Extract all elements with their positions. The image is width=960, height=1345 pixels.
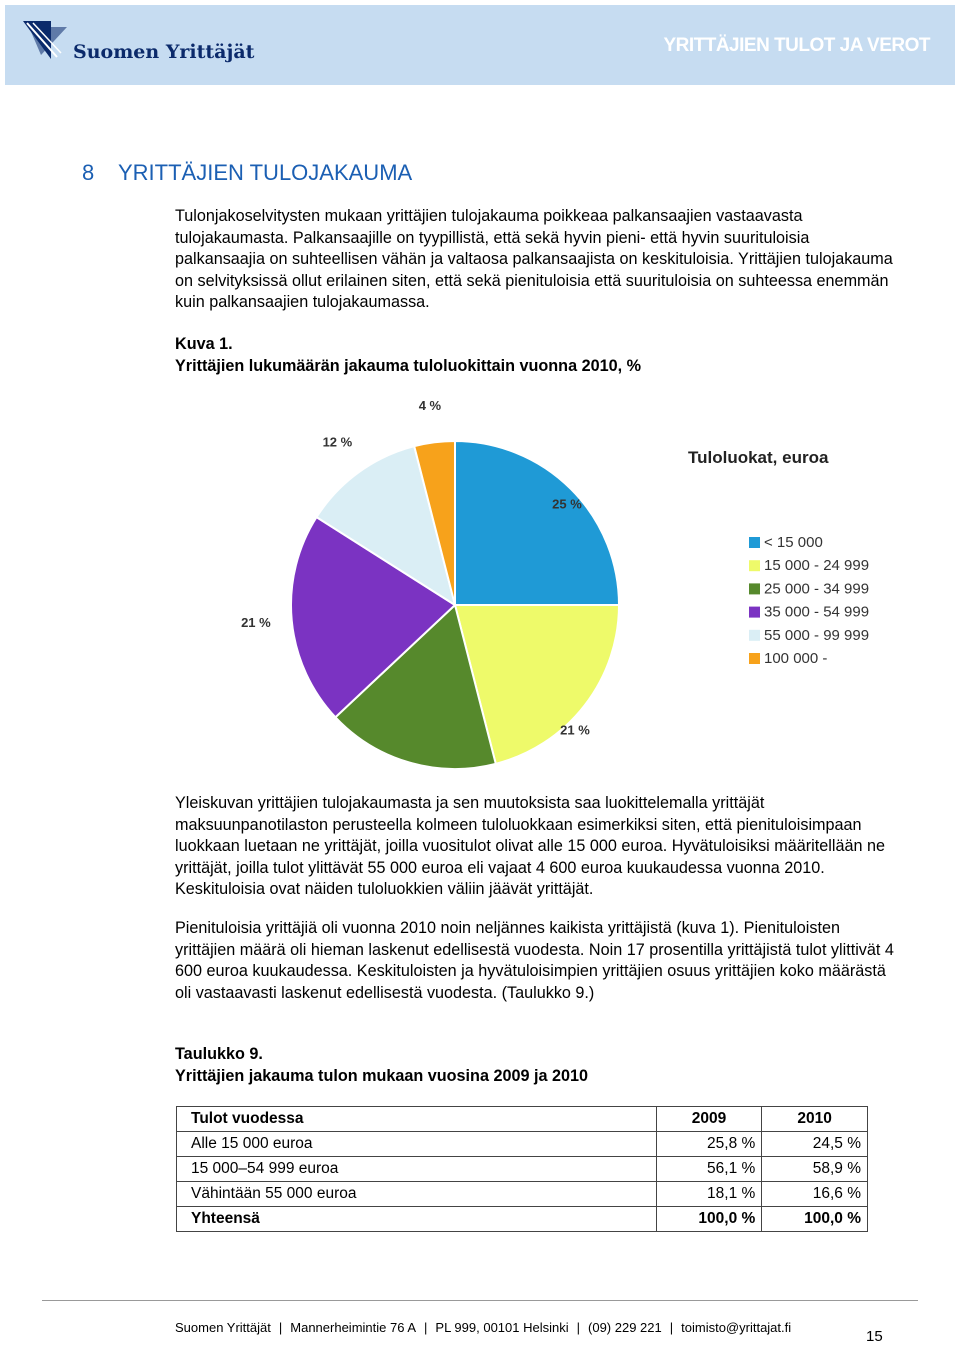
pie-data-label: 25 % [552,496,582,512]
intro-paragraph: Tulonjakoselvitysten mukaan yrittäjien tulojakauma poikkeaa palkansaajien vastaavasta tulojakaumasta. Palkansaajille on tyypillistä, että sekä hyvin pieni- että hyvin suurituloisia palkansaajia on suhteellisen vähän ja valtaosa palkansaajista on keskituloisia. Yrittäjien tulojakauma on selvityksissä ollut erilainen siten, että sekä pienituloisia että suurituloisia on suhteessa enemmän kuin palkansaajien tulojakaumassa. [175,207,893,311]
body-paragraph-2: Yleiskuvan yrittäjien tulojakaumasta ja sen muutoksista saa luokittelemalla yrittäjät maksuunpanotilaston perusteella kolmeen tuloluokkaan esimerkiksi siten, että pienituloisimpaan luokkaan luetaan ne yrittäjät, joilla vuositulot olivat alle 15 000 euroa. Hyvätuloisiksi määritellään ne yrittäjät, joilla tulot ylittävät 55 000 euroa eli vajaat 4 600 euroa kuukaudessa vuonna 2010. Keskituloisia ovat näiden tuloluokkien väliin jäävät yrittäjät. [175,794,885,898]
income-pie-chart [170,400,910,780]
figure-caption-label: Kuva 1. [175,335,233,353]
table-cell: Vähintään 55 000 euroa [177,1182,657,1207]
section-title: YRITTÄJIEN TULOJAKAUMA [118,160,413,185]
legend-label: 100 000 - [764,650,828,667]
page-footer [175,1320,791,1335]
logo-text: Suomen Yrittäjät [73,41,255,63]
table-caption-title: Yrittäjien jakauma tulon mukaan vuosina 2009 ja 2010 [175,1066,588,1085]
chart-legend [749,534,869,667]
table-cell: 100,0 % [762,1207,868,1232]
table-cell: 18,1 % [656,1182,762,1207]
table-cell: 24,5 % [762,1132,868,1157]
footer-separator: | [424,1320,428,1335]
header-title: YRITTÄJIEN TULOT JA VEROT [663,35,930,56]
footer-separator: | [669,1320,674,1335]
table-cell: Alle 15 000 euroa [177,1132,657,1157]
figure-caption-title: Yrittäjien lukumäärän jakauma tuloluokittain vuonna 2010, % [175,356,641,375]
table-cell: 100,0 % [656,1207,762,1232]
page-header [5,5,955,85]
table-cell: 25,8 % [656,1132,762,1157]
table-cell: 15 000–54 999 euroa [177,1157,657,1182]
footer-address: Mannerheimintie 76 A [290,1320,417,1335]
legend-swatch [749,537,760,548]
legend-label: 15 000 - 24 999 [764,557,870,575]
legend-swatch [749,560,760,571]
pie-slice [455,441,619,605]
footer-org: Suomen Yrittäjät [175,1320,271,1335]
footer-phone: (09) 229 221 [588,1320,662,1335]
footer-postal: PL 999, 00101 Helsinki [435,1320,569,1335]
pie-data-label: 21 % [241,615,271,631]
suomen-yrittajat-logo [21,19,255,69]
legend-label: < 15 000 [764,534,823,551]
footer-separator: | [576,1320,581,1335]
body-paragraph-3: Pienituloisia yrittäjiä oli vuonna 2010 noin neljännes kaikista yrittäjistä (kuva 1). Pienituloisten yrittäjien määrä oli hieman laskenut edellisestä vuodesta. Noin 17 prosentilla yrittäjistä tulot ylittivät 4 600 euroa kuukaudessa. Keskituloisten ja hyvätuloisimpien yrittäjien osuus yrittäjien koko määrästä oli vastaavasti laskenut edellisestä vuodesta. (Taulukko 9.) [175,919,894,1002]
legend-swatch [749,607,760,618]
logo-mark-icon [21,19,81,69]
table-cell: 58,9 % [762,1157,868,1182]
pie-data-label: 21 % [560,722,590,738]
legend-swatch [749,653,760,664]
table-cell: 56,1 % [656,1157,762,1182]
section-number: 8 [82,160,95,185]
table-caption [175,1044,895,1087]
legend-swatch [749,630,760,641]
pie-slices [291,441,619,769]
legend-swatch [749,583,760,594]
pie-data-label: 12 % [322,434,353,450]
footer-divider [42,1300,918,1301]
legend-label: 25 000 - 34 999 [764,580,870,598]
table-header-row [177,1107,868,1132]
income-distribution-table [176,1106,868,1232]
footer-separator: | [278,1320,283,1335]
table-row [177,1132,868,1157]
page-number: 15 [866,1328,883,1345]
legend-label: 55 000 - 99 999 [764,626,870,644]
legend-label: 35 000 - 54 999 [764,603,870,621]
pie-data-label: 4 % [418,400,442,414]
table-header-cell: Tulot vuodessa [177,1107,657,1132]
table-header-cell: 2010 [762,1107,868,1132]
table-total-row [177,1207,868,1232]
table-row [177,1182,868,1207]
table-caption-label: Taulukko 9. [175,1045,263,1063]
legend-title: Tuloluokat, euroa [688,448,829,467]
footer-email[interactable]: toimisto@yrittajat.fi [681,1320,792,1335]
table-row [177,1157,868,1182]
section-heading [82,160,412,186]
table-cell: 16,6 % [762,1182,868,1207]
table-header-cell: 2009 [656,1107,762,1132]
figure-caption [175,334,895,377]
table-cell: Yhteensä [177,1207,657,1232]
